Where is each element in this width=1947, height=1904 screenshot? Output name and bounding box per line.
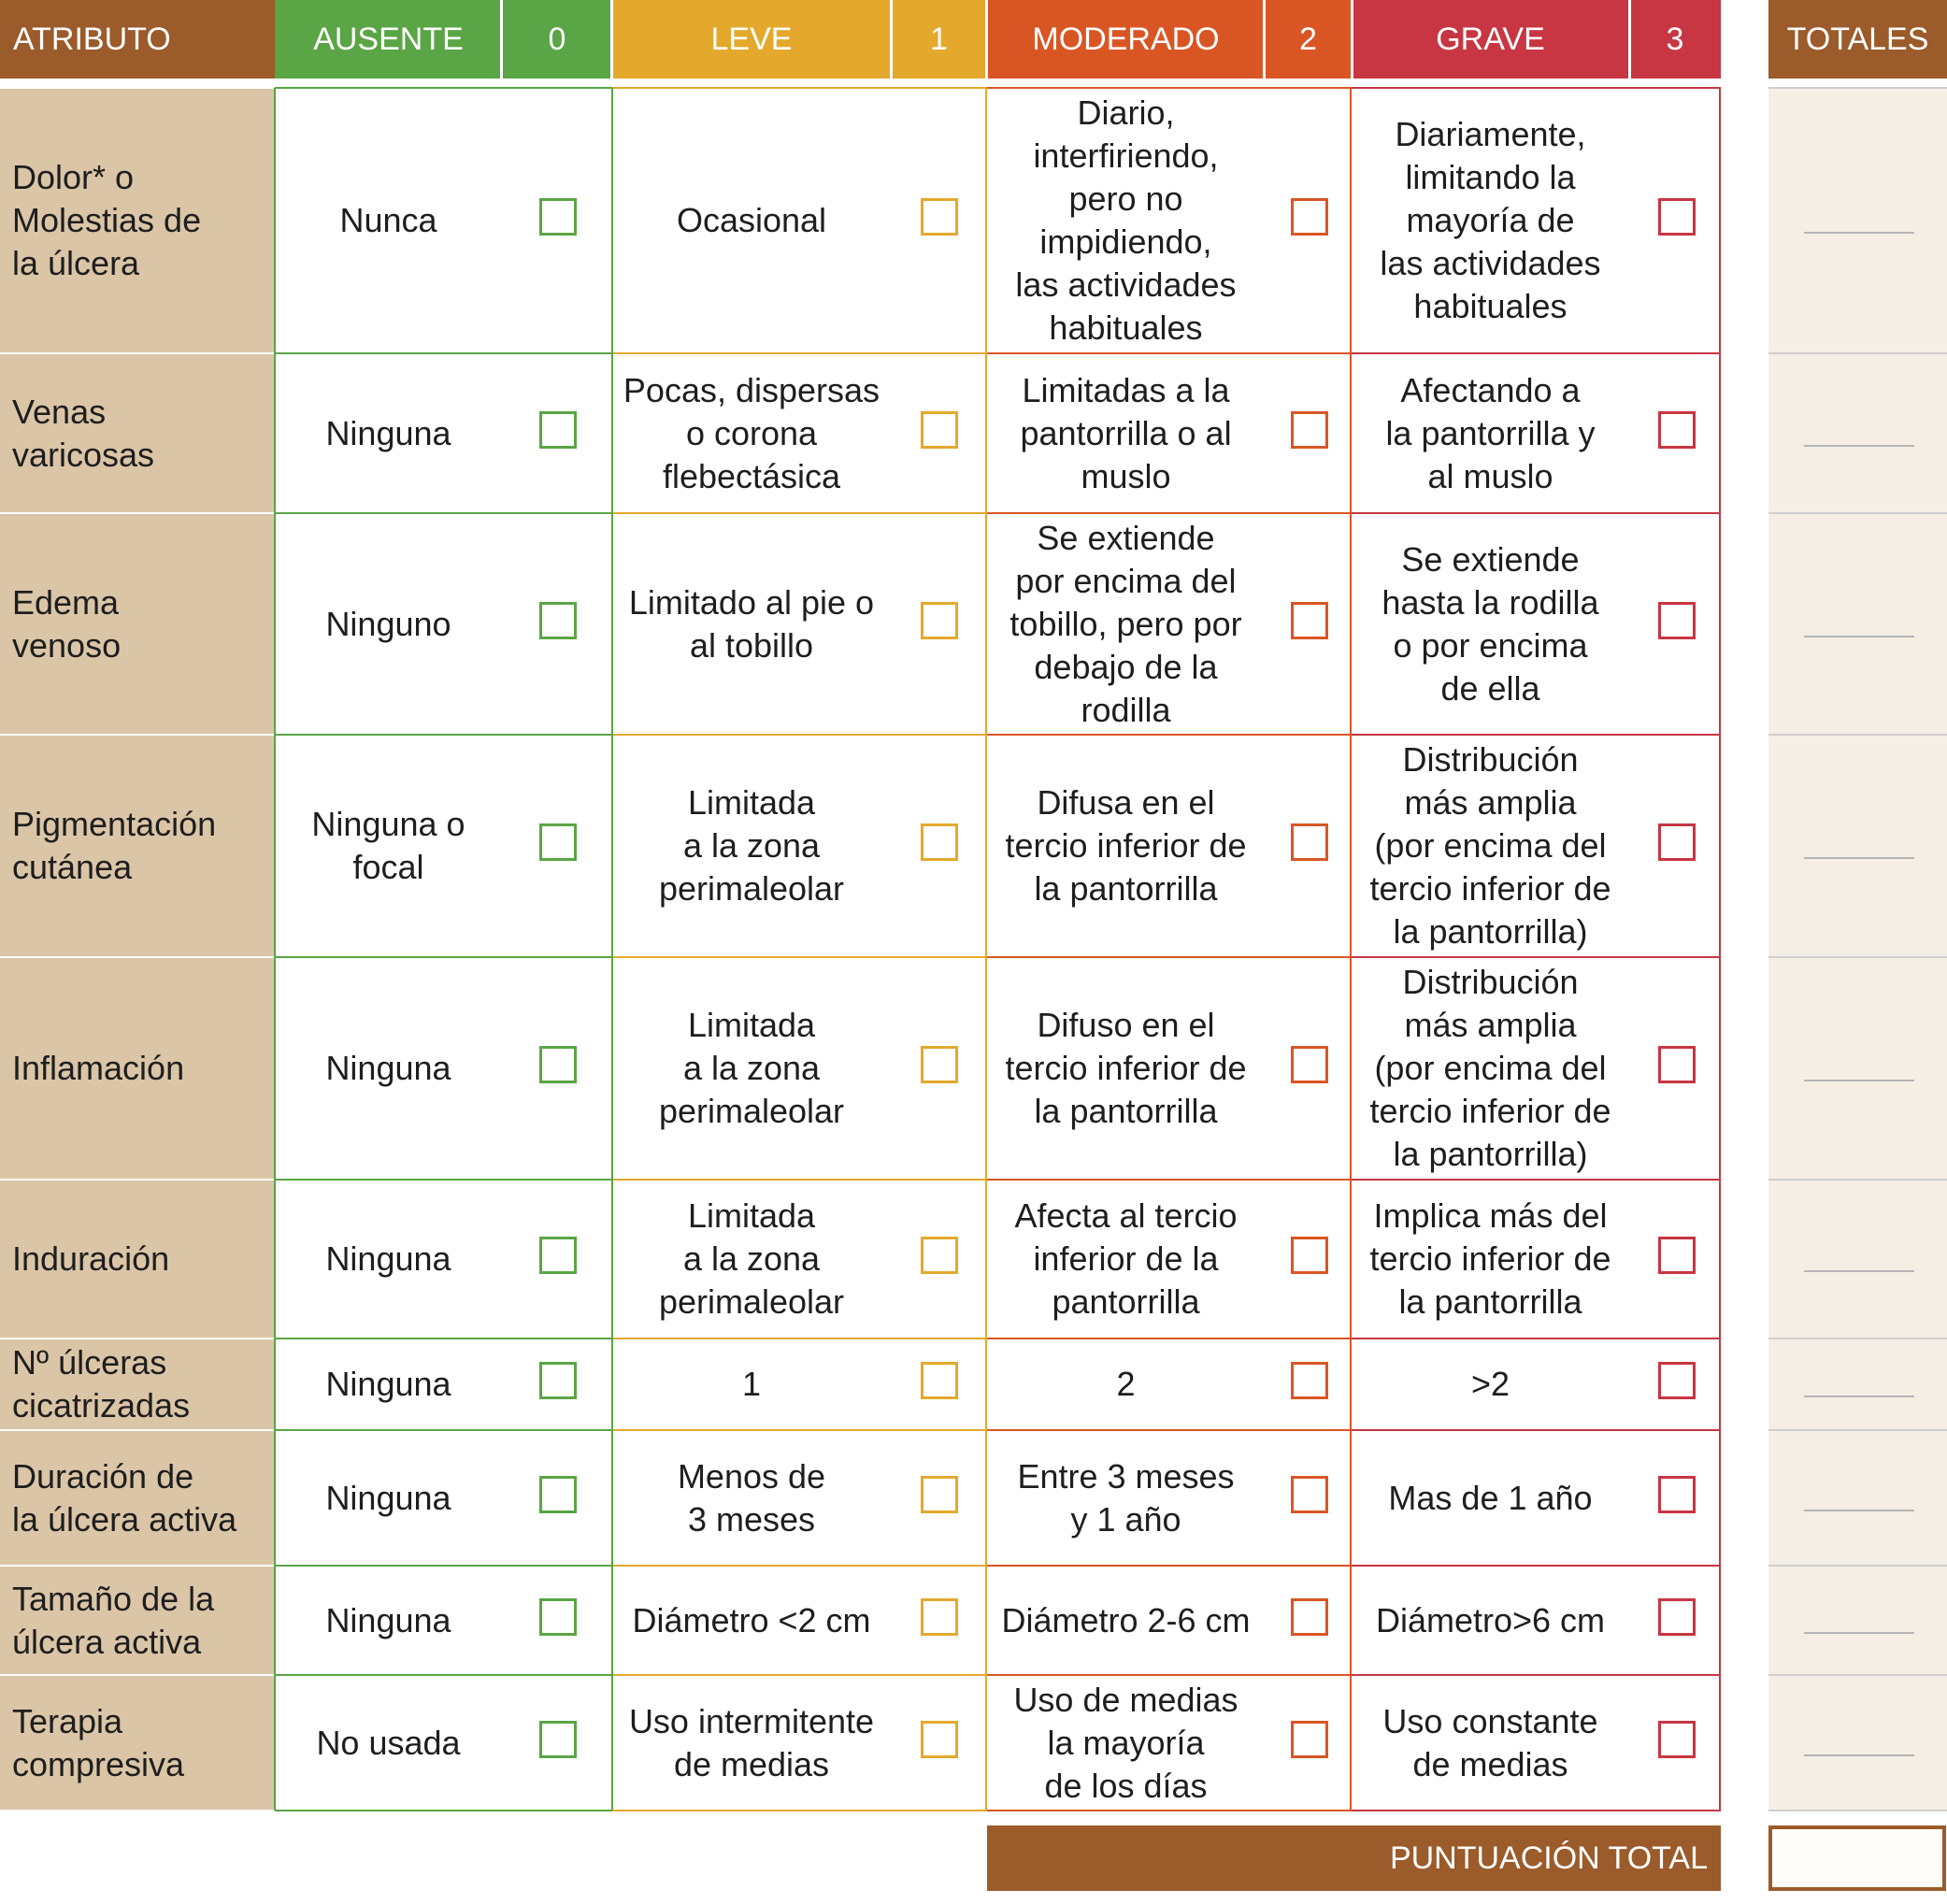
header-divider (1263, 0, 1266, 79)
header-ausente: AUSENTE (275, 0, 502, 79)
ausente-checkbox[interactable] (539, 198, 577, 236)
row-divider (1768, 87, 1947, 89)
total-input-line[interactable] (1804, 857, 1914, 859)
moderado-checkbox[interactable] (1291, 411, 1328, 449)
moderado-description: Se extiende por encima del tobillo, pero por debajo de la rodilla (1009, 518, 1242, 729)
grave-description: Diámetro>6 cm (1375, 1600, 1606, 1639)
ausente-checkbox[interactable] (539, 1237, 577, 1274)
row-divider (1768, 1810, 1947, 1811)
total-input-line[interactable] (1804, 232, 1914, 234)
header-leve: LEVE (612, 0, 891, 79)
leve-checkbox[interactable] (921, 1237, 958, 1274)
ausente-description: Ninguna (325, 413, 451, 452)
leve-checkbox[interactable] (921, 1598, 958, 1636)
header-moderado: MODERADO (987, 0, 1265, 79)
column-divider (1719, 88, 1721, 1811)
moderado-checkbox[interactable] (1291, 1721, 1328, 1758)
attribute-label: Dolor* o Molestias de la úlcera (12, 158, 202, 282)
moderado-description: Difuso en el tercio inferior de la pantorrilla (1005, 1006, 1247, 1130)
leve-description: Limitada a la zona perimaleolar (658, 1196, 845, 1321)
ausente-description: Ninguna (325, 1600, 451, 1639)
attribute-label: Nº úlceras cicatrizadas (12, 1343, 191, 1424)
moderado-description: Entre 3 meses y 1 año (1017, 1456, 1235, 1539)
total-input-line[interactable] (1804, 1080, 1914, 1081)
leve-checkbox[interactable] (921, 198, 958, 236)
leve-checkbox[interactable] (921, 823, 958, 861)
attribute-label: Pigmentación cutánea (12, 805, 217, 886)
ausente-checkbox[interactable] (539, 1362, 577, 1399)
row-divider (1768, 956, 1947, 958)
leve-checkbox[interactable] (921, 1362, 958, 1399)
total-score-label: PUNTUACIÓN TOTAL (987, 1825, 1721, 1891)
moderado-description: 2 (1116, 1365, 1136, 1403)
grave-checkbox[interactable] (1658, 602, 1696, 639)
leve-checkbox[interactable] (921, 1476, 958, 1513)
row-divider (1768, 1674, 1947, 1676)
ausente-checkbox[interactable] (539, 411, 577, 449)
leve-description: Uso intermitente de medias (628, 1701, 875, 1783)
grave-checkbox[interactable] (1658, 1362, 1696, 1399)
leve-checkbox[interactable] (921, 602, 958, 639)
attribute-label: Edema venoso (12, 582, 122, 665)
moderado-checkbox[interactable] (1291, 602, 1328, 639)
total-input-line[interactable] (1804, 445, 1914, 447)
moderado-checkbox[interactable] (1291, 1237, 1328, 1274)
ausente-description: Ninguna o focal (311, 805, 465, 886)
attribute-label: Terapia compresiva (12, 1701, 185, 1783)
leve-description: Limitado al pie o al tobillo (628, 582, 875, 665)
attribute-label: Inflamación (12, 1049, 185, 1087)
header-moderado-score: 2 (1265, 0, 1352, 79)
grave-checkbox[interactable] (1658, 1721, 1696, 1758)
ausente-description: Ninguna (325, 1365, 451, 1403)
totals-column-bg (1768, 88, 1947, 1811)
grave-checkbox[interactable] (1658, 1476, 1696, 1513)
total-input-line[interactable] (1804, 636, 1914, 637)
ausente-checkbox[interactable] (539, 1598, 577, 1636)
header-divider (500, 0, 503, 79)
leve-description: Menos de 3 meses (677, 1456, 826, 1539)
grave-checkbox[interactable] (1658, 198, 1696, 236)
ausente-description: No usada (316, 1723, 461, 1762)
ausente-description: Ninguno (325, 604, 451, 643)
grave-checkbox[interactable] (1658, 1046, 1696, 1083)
moderado-checkbox[interactable] (1291, 1046, 1328, 1083)
leve-description: Ocasional (676, 201, 827, 239)
header-atributo: ATRIBUTO (0, 0, 275, 79)
header-divider (610, 0, 613, 79)
ausente-description: Ninguna (325, 1049, 451, 1087)
row-divider (1768, 352, 1947, 354)
row-divider (1768, 1565, 1947, 1567)
header-divider (1351, 0, 1353, 79)
ausente-description: Ninguna (325, 1239, 451, 1278)
grave-description: Afectando a la pantorrilla y al muslo (1385, 370, 1596, 495)
grave-description: Distribución más amplia (por encima del tercio inferior de la pantorrilla) (1369, 963, 1611, 1173)
attribute-label: Duración de la úlcera activa (12, 1456, 237, 1539)
leve-checkbox[interactable] (921, 1046, 958, 1083)
ausente-checkbox[interactable] (539, 1476, 577, 1513)
grave-description: Se extiende hasta la rodilla o por encima de ella (1382, 539, 1599, 708)
header-grave: GRAVE (1352, 0, 1629, 79)
moderado-description: Limitadas a la pantorrilla o al muslo (1020, 370, 1232, 495)
row-divider (1768, 1338, 1947, 1339)
total-input-line[interactable] (1804, 1396, 1914, 1397)
header-grave-score: 3 (1629, 0, 1721, 79)
attribute-label: Tamaño de la úlcera activa (12, 1579, 215, 1661)
attribute-label: Induración (12, 1239, 170, 1278)
attribute-label: Venas varicosas (12, 392, 155, 474)
grave-description: Diariamente, limitando la mayoría de las actividades habituales (1380, 115, 1601, 325)
leve-description: 1 (741, 1365, 762, 1403)
moderado-description: Afecta al tercio inferior de la pantorrilla (1014, 1196, 1238, 1321)
header-divider (890, 0, 893, 79)
leve-description: Limitada a la zona perimaleolar (658, 783, 845, 908)
ausente-description: Ninguna (325, 1478, 451, 1517)
moderado-checkbox[interactable] (1291, 823, 1328, 861)
moderado-checkbox[interactable] (1291, 1598, 1328, 1636)
leve-checkbox[interactable] (921, 411, 958, 449)
grave-checkbox[interactable] (1658, 411, 1696, 449)
ausente-description: Nunca (339, 201, 437, 239)
header-ausente-score: 0 (502, 0, 612, 79)
leve-description: Limitada a la zona perimaleolar (658, 1006, 845, 1130)
total-score-field[interactable] (1768, 1825, 1946, 1891)
grave-description: Distribución más amplia (por encima del tercio inferior de la pantorrilla) (1369, 740, 1611, 951)
moderado-description: Difusa en el tercio inferior de la pantorrilla (1005, 783, 1247, 908)
leve-checkbox[interactable] (921, 1721, 958, 1758)
grave-checkbox[interactable] (1658, 1237, 1696, 1274)
row-divider (1768, 1429, 1947, 1431)
total-input-line[interactable] (1804, 1270, 1914, 1272)
header-leve-score: 1 (891, 0, 987, 79)
moderado-description: Diámetro 2-6 cm (1001, 1600, 1251, 1639)
ausente-checkbox[interactable] (539, 1721, 577, 1758)
row-divider (1768, 734, 1947, 736)
leve-description: Diámetro <2 cm (632, 1600, 871, 1639)
grave-description: >2 (1470, 1365, 1510, 1403)
header-divider (1628, 0, 1631, 79)
moderado-checkbox[interactable] (1291, 198, 1328, 236)
grave-description: Mas de 1 año (1388, 1478, 1593, 1517)
ausente-checkbox[interactable] (539, 1046, 577, 1083)
moderado-description: Uso de medias la mayoría de los días (1013, 1680, 1238, 1805)
header-totales: TOTALES (1768, 0, 1947, 79)
header-divider (985, 0, 988, 79)
leve-description: Pocas, dispersas o corona flebectásica (623, 370, 880, 495)
grave-checkbox[interactable] (1658, 1598, 1696, 1636)
grave-description: Implica más del tercio inferior de la pantorrilla (1369, 1196, 1611, 1321)
ausente-checkbox[interactable] (539, 823, 577, 861)
row-divider (1768, 1179, 1947, 1181)
row-divider (1768, 512, 1947, 514)
moderado-checkbox[interactable] (1291, 1362, 1328, 1399)
total-input-line[interactable] (1804, 1632, 1914, 1634)
grave-description: Uso constante de medias (1382, 1701, 1598, 1783)
ausente-checkbox[interactable] (539, 602, 577, 639)
moderado-checkbox[interactable] (1291, 1476, 1328, 1513)
grave-checkbox[interactable] (1658, 823, 1696, 861)
moderado-description: Diario, interfiriendo, pero no impidiendo, las actividades habituales (1015, 93, 1237, 347)
total-input-line[interactable] (1804, 1510, 1914, 1511)
total-input-line[interactable] (1804, 1754, 1914, 1756)
